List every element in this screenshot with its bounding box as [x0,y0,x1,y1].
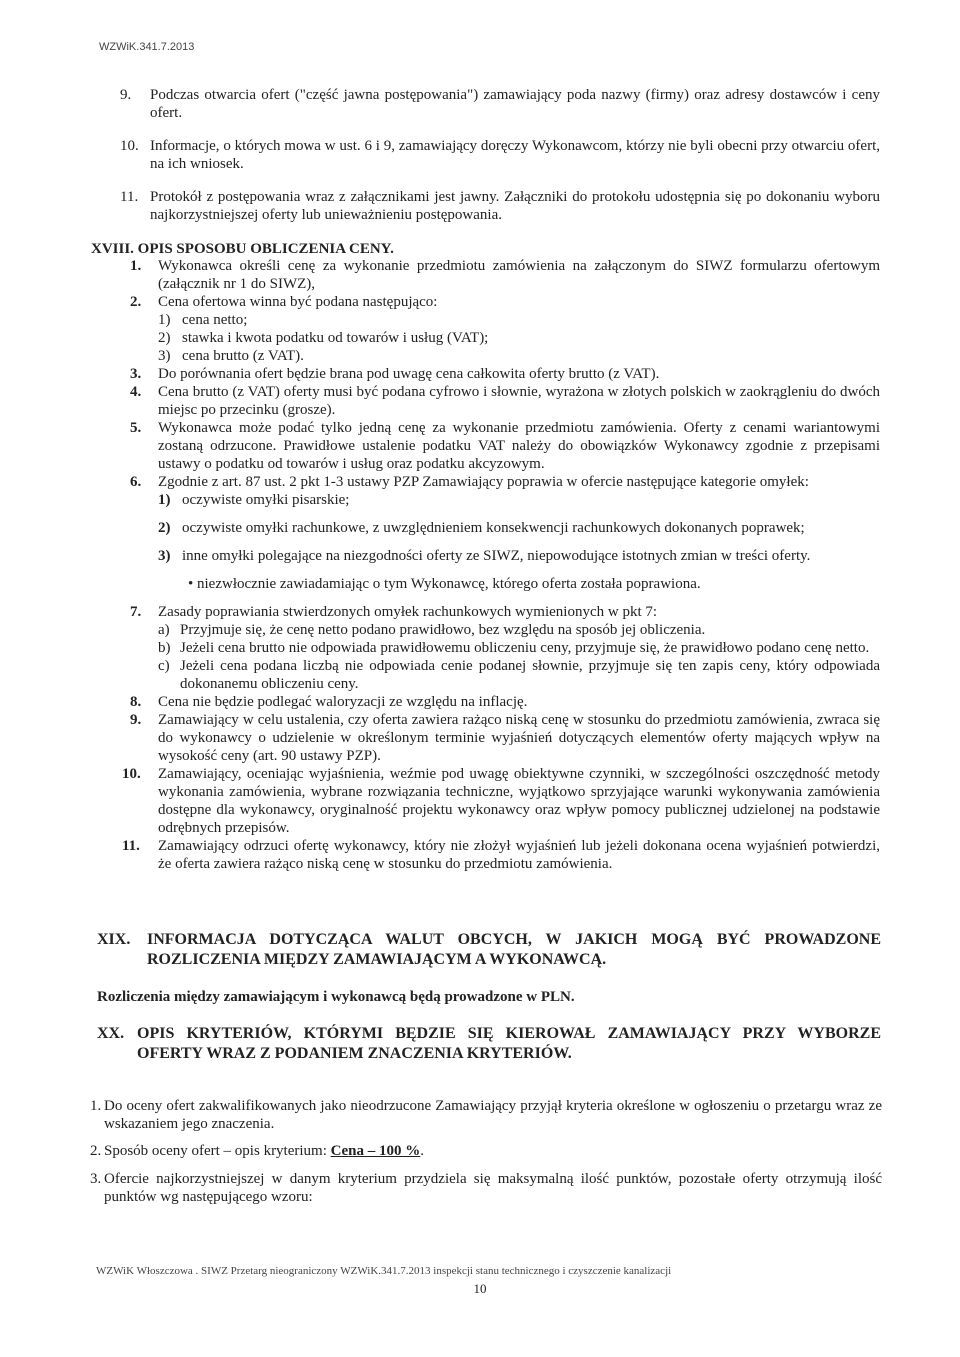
document-reference: WZWiK.341.7.2013 [99,41,195,53]
sub-item [158,547,880,565]
item-number: 4. [130,384,142,400]
sub-item-number: 2) [158,330,171,346]
lettered-item [158,657,880,693]
paragraph-number: 3. [90,1171,102,1187]
sub-item [158,519,880,537]
item-number: 7. [130,604,142,620]
paragraph [90,1170,882,1206]
item-number: 6. [130,474,142,490]
item-text: Zamawiający w celu ustalenia, czy oferta zawiera rażąco niską cenę w stosunku do przedmiotu zamówienia, zwraca się do wykonawcy o udzielenie w określonym terminie wyjaśnień dotyczących elementów oferty mających wpływ na wysokość ceny (art. 90 ustawy PZP). [158,712,880,764]
page-number: 10 [473,1281,487,1296]
criterion-label: Sposób oceny ofert – opis kryterium: [104,1143,331,1159]
item-text: Cena ofertowa winna być podana następująco: [158,294,438,310]
item-text: Wykonawca może podać tylko jedną cenę za wykonanie przedmiotu zamówienia. Oferty z cenami wariantowymi zostaną odrzucone. Prawidłowe ustalenie podatku VAT należy do obowiązków Wykonawcy zgodnie z przepisami ustawy o podatku od towarów i usług oraz podatku akcyzowym. [158,420,880,472]
sub-item-number: 1) [158,492,171,508]
item-text: Protokół z postępowania wraz z załącznikami jest jawny. Załączniki do protokołu udostępnia się po dokonaniu wyboru najkorzystniejszej oferty lub unieważnieniu postępowania. [150,189,880,223]
item-text: Zamawiający odrzuci ofertę wykonawcy, który nie złożył wyjaśnień lub jeżeli dokonana ocena wyjaśnień potwierdzi, że oferta zawiera rażąco niską cenę w stosunku do przedmiotu zamówienia. [158,838,880,872]
sub-item-number: 3) [158,348,171,364]
item-text: Do porównania ofert będzie brana pod uwagę cena całkowita oferty brutto (z VAT). [158,366,660,382]
item-text: Podczas otwarcia ofert ("część jawna postępowania") zamawiający poda nazwy (firmy) oraz adresy dostawców i ceny ofert. [150,87,880,121]
sub-item [158,329,880,347]
item-text: Wykonawca określi cenę za wykonanie przedmiotu zamówienia na załączonym do SIWZ formularzu ofertowym (załącznik nr 1 do SIWZ), [158,258,880,292]
letter-label: b) [158,640,171,656]
item-text: Cena brutto (z VAT) oferty musi być podana cyfrowo i słownie, wyrażona w złotych polskich w zaokrągleniu do dwóch miejsc po przecinku (grosze). [158,384,880,418]
list-item [122,765,880,837]
currency-statement: Rozliczenia między zamawiającym i wykonawcą będą prowadzone w PLN. [97,989,575,1005]
sub-item [158,311,880,329]
sub-item-text: inne omyłki polegające na niezgodności oferty ze SIWZ, niepowodujące istotnych zmian w treści oferty. [182,548,811,564]
item-text: Zasady poprawiania stwierdzonych omyłek rachunkowych wymienionych w pkt 7: [158,604,658,620]
sub-item-text: oczywiste omyłki pisarskie; [182,492,350,508]
section-heading-xx [97,1024,881,1064]
item-number: 11. [122,838,140,854]
section-number: XX. [97,1025,125,1042]
item-number: 1. [130,258,142,274]
list-item [130,257,880,293]
list-item [130,365,880,383]
section-heading-xix [97,930,881,970]
sub-item-text: oczywiste omyłki rachunkowe, z uwzględnieniem konsekwencji rachunkowych dokonanych poprawek; [182,520,805,536]
sub-item-text: cena brutto (z VAT). [182,348,304,364]
lettered-item [158,639,880,657]
item-number: 2. [130,294,142,310]
sub-item-number: 3) [158,548,171,564]
list-item [130,383,880,419]
item-number: 10. [120,138,139,154]
list-item [130,293,880,311]
lettered-item [158,621,880,639]
paragraph-text: Ofercie najkorzystniejszej w danym kryterium przydziela się maksymalną ilość punktów, pozostałe oferty otrzymują ilość punktów wg następującego wzoru: [104,1171,882,1205]
letter-text: Jeżeli cena brutto nie odpowiada prawidłowemu obliczeniu ceny, przyjmuje się, że prawidłowo podano cenę netto. [180,640,870,656]
sub-item-text: stawka i kwota podatku od towarów i usług (VAT); [182,330,489,346]
bullet-item: • niezwłocznie zawiadamiając o tym Wykonawcę, którego oferta została poprawiona. [188,576,701,592]
list-item [130,711,880,765]
letter-text: Jeżeli cena podana liczbą nie odpowiada cenie podanej słownie, przyjmuje się ten zapis ceny, który odpowiada dokonanemu obliczeniu ceny. [180,658,880,692]
list-item [130,473,880,491]
item-text: Zamawiający, oceniając wyjaśnienia, weźmie pod uwagę obiektywne czynniki, w szczególności oszczędność metody wykonania zamówienia, wybrane rozwiązania techniczne, wyjątkowo sprzyjające warunki wykonywania zamówienia dostępne dla wykonawcy, oryginalność projektu wykonawcy oraz wpływ pomocy publicznej udzielonej na podstawie odrębnych przepisów. [158,766,880,836]
item-text: Cena nie będzie podlegać waloryzacji ze względu na inflację. [158,694,528,710]
item-number: 3. [130,366,142,382]
section-title: OPIS KRYTERIÓW, KTÓRYMI BĘDZIE SIĘ KIEROWAŁ ZAMAWIAJĄCY PRZY WYBORZE OFERTY WRAZ Z PODANIEM ZNACZENIA KRYTERIÓW. [137,1025,881,1062]
paragraph [90,1097,882,1133]
page-footer: WZWiK Włoszczowa . SIWZ Przetarg nieograniczony WZWiK.341.7.2013 inspekcji stanu technicznego i czyszczenie kanalizacji [96,1265,672,1277]
section-title: INFORMACJA DOTYCZĄCA WALUT OBCYCH, W JAKICH MOGĄ BYĆ PROWADZONE ROZLICZENIA MIĘDZY ZAMAWIAJĄCYM A WYKONAWCĄ. [147,931,881,968]
paragraph-text: Do oceny ofert zakwalifikowanych jako nieodrzucone Zamawiający przyjął kryteria określone w ogłoszeniu o przetargu wraz ze wskazaniem jego znaczenia. [104,1098,882,1132]
criterion-value: Cena – 100 % [330,1143,421,1159]
sub-item [158,491,880,509]
item-text: Informacje, o których mowa w ust. 6 i 9, zamawiający doręczy Wykonawcom, którzy nie byli obecni przy otwarciu ofert, na ich wniosek. [150,138,880,172]
list-item [130,419,880,473]
list-item [130,693,880,711]
letter-text: Przyjmuje się, że cenę netto podano prawidłowo, bez względu na sposób jej obliczenia. [180,622,706,638]
sub-item-number: 1) [158,312,171,328]
paragraph-number: 1. [90,1098,102,1114]
letter-label: c) [158,658,170,674]
list-item [130,603,880,621]
sub-item [158,347,880,365]
criterion-suffix: . [420,1143,424,1159]
section-number: XIX. [97,931,131,948]
item-number: 10. [122,766,141,782]
list-item [120,137,880,173]
list-item [120,86,880,122]
item-number: 5. [130,420,142,436]
paragraph-number: 2. [90,1143,102,1159]
section-xviii-body [122,257,880,873]
sub-item-text: cena netto; [182,312,248,328]
sub-item-number: 2) [158,520,171,536]
item-text: Zgodnie z art. 87 ust. 2 pkt 1-3 ustawy PZP Zamawiający poprawia w ofercie następujące kategorie omyłek: [158,474,809,490]
section-heading-xviii: XVIII. OPIS SPOSOBU OBLICZENIA CENY. [91,241,394,257]
paragraph [90,1142,882,1160]
item-number: 11. [120,189,139,205]
item-number: 9. [130,712,142,728]
list-item [120,188,880,224]
list-item [122,837,880,873]
paragraph-text [104,1142,882,1160]
item-number: 8. [130,694,142,710]
item-number: 9. [120,87,132,103]
letter-label: a) [158,622,170,638]
